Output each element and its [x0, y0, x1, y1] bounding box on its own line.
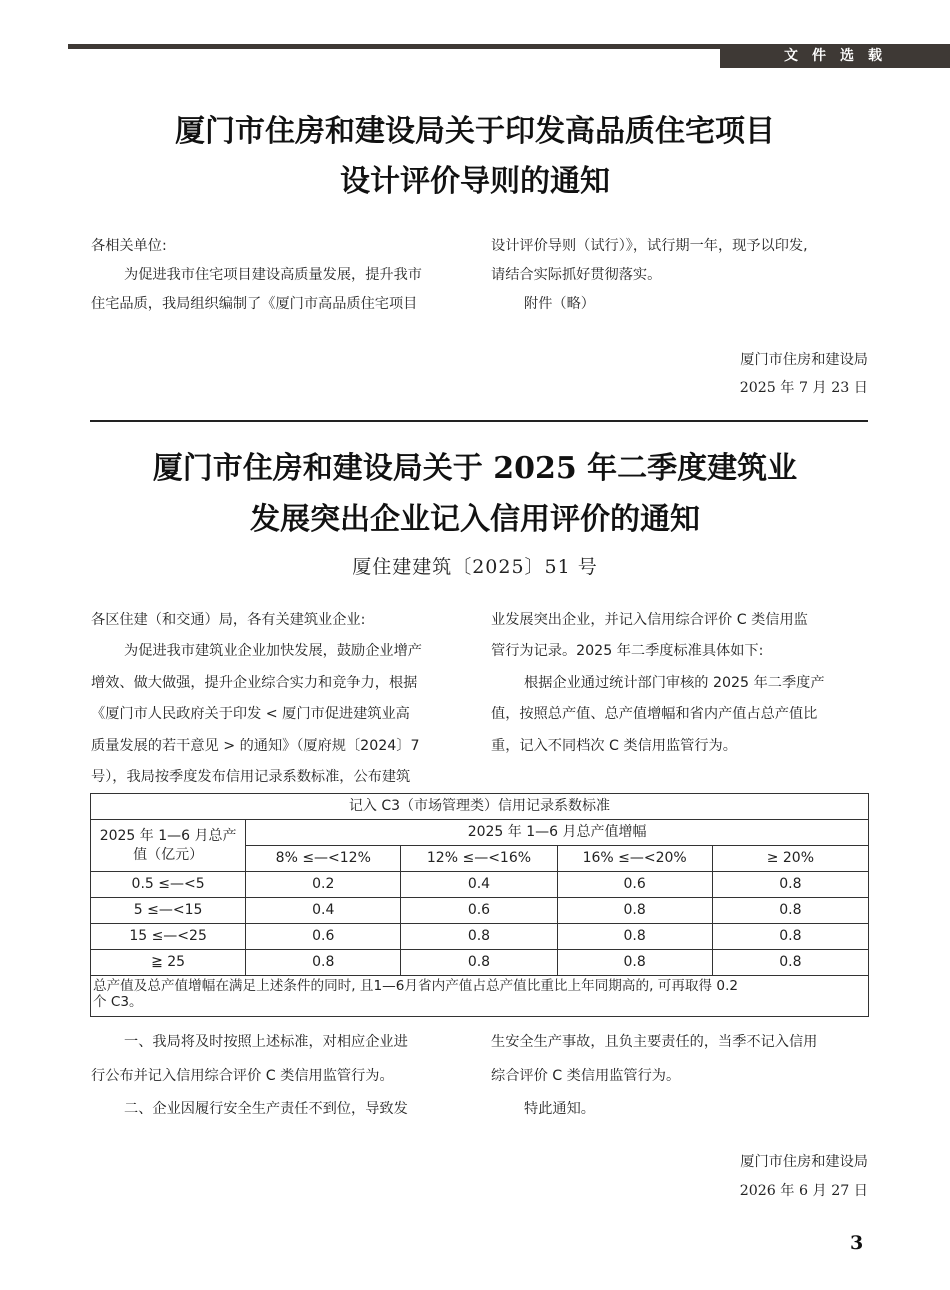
- table-cell: 0.8: [712, 898, 868, 924]
- notice2-clause-line: 生安全生产事故，且负主要责任的，当季不记入信用: [491, 1034, 818, 1050]
- table-caption: 记入 C3（市场管理类）信用记录系数标准: [91, 794, 869, 820]
- notice2-doc-number: 厦住建建筑〔2025〕51 号: [352, 556, 598, 578]
- section-divider: [90, 420, 868, 422]
- notice2-clause-line: 综合评价 C 类信用监管行为。: [491, 1068, 681, 1084]
- notice2-paragraph-line: 为促进我市建筑业企业加快发展，鼓励企业增产: [124, 643, 422, 659]
- notice1-attachment: 附件（略）: [524, 296, 595, 312]
- column-header: 16% ≤—<20%: [557, 846, 712, 872]
- table-cell: 0.4: [401, 872, 557, 898]
- column-header: 8% ≤—<12%: [246, 846, 401, 872]
- notice2-paragraph-line: 业发展突出企业，并记入信用综合评价 C 类信用监: [491, 612, 808, 628]
- table-cell: 0.2: [246, 872, 401, 898]
- notice2-title-line2: 发展突出企业记入信用评价的通知: [250, 502, 700, 537]
- table-note-line2: 个 C3。: [93, 994, 143, 1010]
- column-header: 12% ≤—<16%: [401, 846, 557, 872]
- table-col-group-header: 2025 年 1—6 月总产值增幅: [246, 820, 869, 846]
- notice1-title-line2: 设计评价导则的通知: [340, 164, 610, 199]
- notice1-paragraph-line: 住宅品质，我局组织编制了《厦门市高品质住宅项目: [91, 296, 418, 312]
- row-header-line2: 值（亿元）: [133, 846, 204, 863]
- table-cell: 0.8: [557, 924, 712, 950]
- page-number: 3: [850, 1232, 864, 1254]
- table-cell: 0.8: [401, 950, 557, 976]
- table-note-line1: 总产值及总产值增幅在满足上述条件的同时, 且1—6月省内产值占总产值比重比上年同期高的, 可再取得 0.2: [93, 978, 739, 994]
- table-cell: 0.8: [712, 872, 868, 898]
- notice2-clause-line: 行公布并记入信用综合评价 C 类信用监管行为。: [91, 1068, 394, 1084]
- table-cell: 0.6: [246, 924, 401, 950]
- notice1-issuer: 厦门市住房和建设局: [740, 352, 868, 368]
- notice2-paragraph-line: 增效、做大做强，提升企业综合实力和竞争力，根据: [91, 675, 418, 691]
- table-cell: 0.8: [557, 950, 712, 976]
- table-note: [91, 976, 869, 1017]
- row-label: 5 ≤—<15: [91, 898, 246, 924]
- table-row: [91, 872, 869, 898]
- table-row: [91, 898, 869, 924]
- notice2-paragraph-line: 根据企业通过统计部门审核的 2025 年二季度产: [524, 675, 825, 691]
- table-cell: 0.6: [401, 898, 557, 924]
- notice1-title-line1: 厦门市住房和建设局关于印发高品质住宅项目: [175, 114, 775, 149]
- notice2-clause-line: 一、我局将及时按照上述标准，对相应企业进: [124, 1034, 408, 1050]
- row-label: 15 ≤—<25: [91, 924, 246, 950]
- notice1-paragraph-line: 请结合实际抓好贯彻落实。: [491, 267, 662, 283]
- credit-coefficient-table: [90, 793, 869, 1017]
- table-cell: 0.8: [712, 950, 868, 976]
- row-header-line1: 2025 年 1—6 月总产: [99, 827, 237, 844]
- column-header: ≥ 20%: [712, 846, 868, 872]
- notice1-paragraph-line: 设计评价导则（试行）》，试行期一年，现予以印发,: [491, 238, 808, 254]
- table-note-row: [91, 976, 869, 1017]
- notice2-salutation: 各区住建（和交通）局，各有关建筑业企业:: [91, 612, 366, 628]
- notice2-paragraph-line: 管行为记录。2025 年二季度标准具体如下:: [491, 643, 764, 659]
- notice2-paragraph-line: 号），我局按季度发布信用记录系数标准，公布建筑: [91, 769, 411, 785]
- table-row-header: [91, 820, 246, 872]
- row-label: 0.5 ≤—<5: [91, 872, 246, 898]
- table-cell: 0.8: [712, 924, 868, 950]
- notice1-paragraph-line: 为促进我市住宅项目建设高质量发展，提升我市: [124, 267, 422, 283]
- table-cell: 0.8: [401, 924, 557, 950]
- table-caption-row: [91, 794, 869, 820]
- table-cell: 0.6: [557, 872, 712, 898]
- notice2-closing: 特此通知。: [524, 1101, 595, 1117]
- section-label: 文件选载: [720, 44, 950, 68]
- notice2-issuer: 厦门市住房和建设局: [740, 1154, 868, 1170]
- table-cell: 0.8: [557, 898, 712, 924]
- notice2-paragraph-line: 值，按照总产值、总产值增幅和省内产值占总产值比: [491, 706, 818, 722]
- notice2-paragraph-line: 《厦门市人民政府关于印发 < 厦门市促进建筑业高: [91, 706, 410, 722]
- notice1-date: 2025 年 7 月 23 日: [739, 380, 868, 396]
- table-cell: 0.4: [246, 898, 401, 924]
- notice2-title-line1: 厦门市住房和建设局关于 2025 年二季度建筑业: [152, 451, 798, 486]
- table-header-row: [91, 820, 869, 846]
- table-row: [91, 924, 869, 950]
- notice1-salutation: 各相关单位:: [91, 238, 167, 254]
- notice2-paragraph-line: 质量发展的若干意见 > 的通知》（厦府规〔2024〕7: [91, 738, 420, 754]
- notice2-date: 2026 年 6 月 27 日: [739, 1183, 868, 1199]
- notice2-clause-line: 二、企业因履行安全生产责任不到位，导致发: [124, 1101, 408, 1117]
- notice2-paragraph-line: 重，记入不同档次 C 类信用监管行为。: [491, 738, 737, 754]
- table-cell: 0.8: [246, 950, 401, 976]
- row-label: ≧ 25: [91, 950, 246, 976]
- table-row: [91, 950, 869, 976]
